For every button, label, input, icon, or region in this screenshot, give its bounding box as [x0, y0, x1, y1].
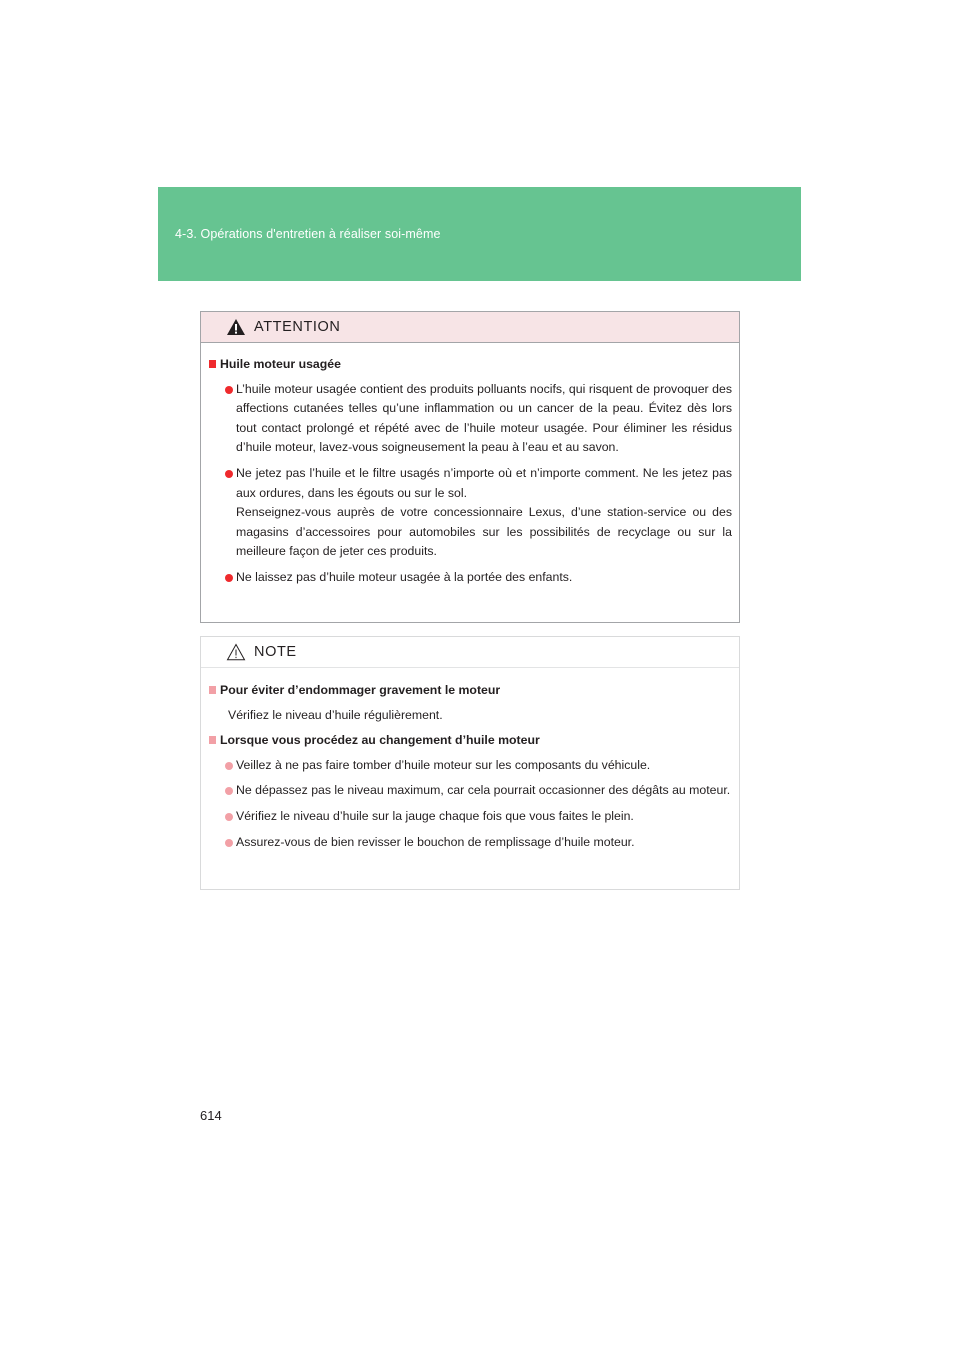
warning-triangle-icon — [226, 318, 246, 336]
list-item-text: Ne jetez pas l’huile et le filtre usagés n’importe où et n’importe comment. Ne les jetez pas aux ordures, dans les égouts ou sur le sol. — [236, 465, 732, 500]
bullet-dot-icon — [225, 787, 233, 795]
bullet-dot-icon — [225, 574, 233, 582]
attention-box — [200, 311, 740, 623]
list-item: Assurez-vous de bien revisser le bouchon de remplissage d’huile moteur. — [225, 833, 732, 853]
list-item: Veillez à ne pas faire tomber d’huile moteur sur les composants du véhicule. — [225, 756, 732, 776]
note-label: NOTE — [254, 644, 297, 660]
bullet-dot-icon — [225, 386, 233, 394]
list-item: Vérifiez le niveau d’huile sur la jauge chaque fois que vous faites le plein. — [225, 807, 732, 827]
list-item: Ne dépassez pas le niveau maximum, car cela pourrait occasionner des dégâts au moteur. — [225, 781, 732, 801]
attention-label: ATTENTION — [254, 319, 341, 335]
list-item: Ne laissez pas d’huile moteur usagée à la portée des enfants. — [225, 568, 732, 588]
note-box — [200, 636, 740, 890]
square-bullet-icon — [209, 360, 216, 368]
bullet-dot-icon — [225, 470, 233, 478]
page-number: 614 — [200, 1108, 222, 1123]
note-section-title: Lorsque vous procédez au changement d’huile moteur — [209, 731, 732, 751]
bullet-dot-icon — [225, 839, 233, 847]
bullet-dot-icon — [225, 813, 233, 821]
note-section-title: Pour éviter d’endommager gravement le moteur — [209, 681, 732, 701]
list-item: L’huile moteur usagée contient des produits polluants nocifs, qui risquent de provoquer des affections cutanées telles qu’une inflammation ou un cancer de la peau. Évitez dès lors tout contact prolongé et répété avec de l’huile moteur usagée. Pour éliminer les résidus d’huile moteur, lavez-vous soigneusement la peau à l’eau et au savon. — [225, 380, 732, 458]
chapter-title: 4-3. Opérations d'entretien à réaliser soi-même — [175, 227, 441, 241]
square-bullet-icon — [209, 736, 216, 744]
caution-triangle-icon — [226, 643, 246, 661]
bullet-dot-icon — [225, 762, 233, 770]
square-bullet-icon — [209, 686, 216, 694]
note-header — [201, 637, 739, 668]
attention-header — [201, 312, 739, 343]
attention-section-title: Huile moteur usagée — [209, 355, 732, 375]
list-item — [225, 464, 732, 562]
note-section-text: Vérifiez le niveau d’huile régulièrement. — [228, 707, 443, 722]
list-item-continuation: Renseignez-vous auprès de votre concessionnaire Lexus, d’une station-service ou des magasins d’accessoires pour automobiles sur les possibilités de recyclage ou sur la meilleure façon de jeter ces produits. — [236, 505, 732, 559]
chapter-header-band — [158, 187, 801, 281]
